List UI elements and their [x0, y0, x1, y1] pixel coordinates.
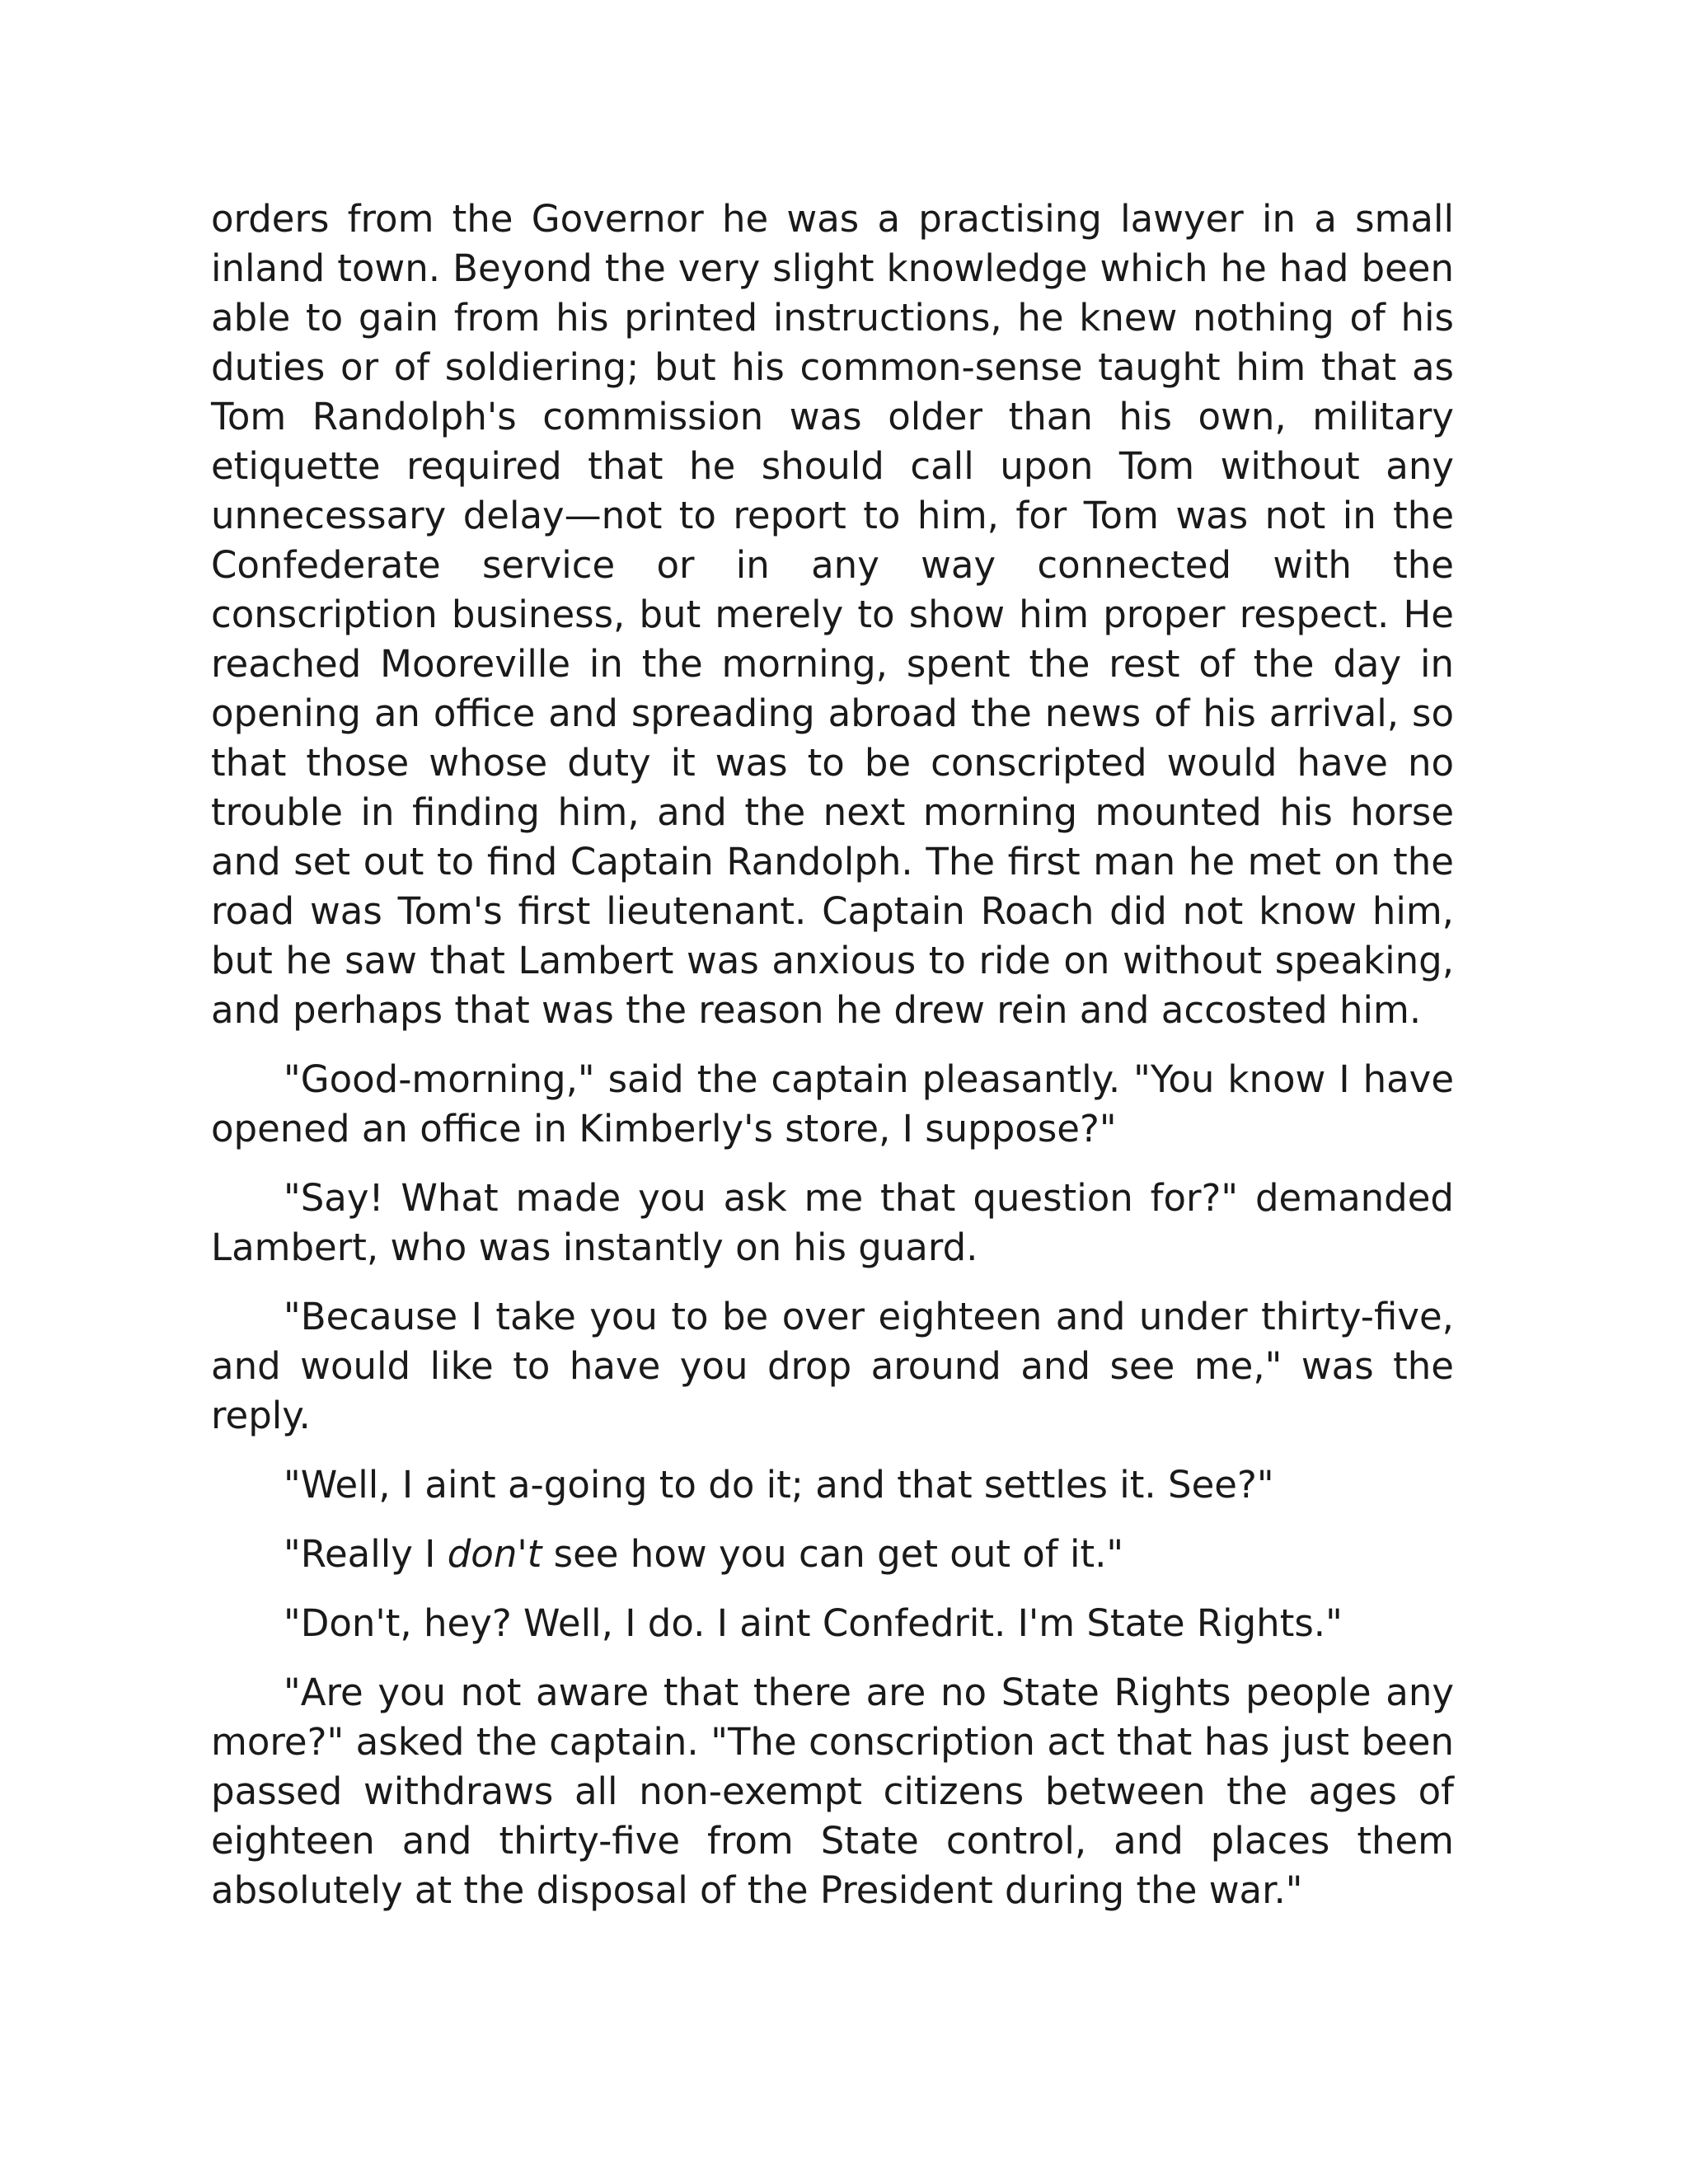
paragraph-7: "Don't, hey? Well, I do. I aint Confedrit. I'm State Rights."	[284, 1601, 1343, 1645]
paragraph-1: orders from the Governor he was a practising lawyer in a small inland town. Beyond the very slight knowledge which he had been able to gain from his printed instructions, he knew nothing of his duties or of soldiering; but his common-sense taught him that as Tom Randolph's commission was older than his own, military etiquette required that he should call upon Tom without any unnecessary delay—not to report to him, for Tom was not in the Confederate service or in any way connected with the conscription business, but merely to show him proper respect. He reached Mooreville in the morning, spent the rest of the day in opening an office and spreading abroad the news of his arrival, so that those whose duty it was to be conscripted would have no trouble in finding him, and the next morning mounted his horse and set out to find Captain Randolph. The first man he met on the road was Tom's first lieutenant. Captain Roach did not know him, but he saw that Lambert was anxious to ride on without speaking, and perhaps that was the reason he drew rein and accosted him.	[211, 197, 1454, 1032]
paragraph-6-after: see how you can get out of it."	[542, 1532, 1124, 1576]
paragraph-4: "Because I take you to be over eighteen and under thirty-five, and would like to have you drop around and see me," was the reply.	[211, 1295, 1454, 1437]
paragraph-3: "Say! What made you ask me that question for?" demanded Lambert, who was instantly on his guard.	[211, 1176, 1454, 1269]
paragraph-6-emphasis: don't	[447, 1532, 542, 1576]
paragraph-6-before: "Really I	[284, 1532, 448, 1576]
paragraph-2: "Good-morning," said the captain pleasantly. "You know I have opened an office in Kimberly's store, I suppose?"	[211, 1057, 1454, 1151]
paragraph-8: "Are you not aware that there are no State Rights people any more?" asked the captain. "The conscription act that has just been passed withdraws all non-exempt citizens between the ages of eighteen and thirty-five from State control, and places them absolutely at the disposal of the President during the war."	[211, 1671, 1454, 1912]
paragraph-5: "Well, I aint a-going to do it; and that settles it. See?"	[284, 1463, 1274, 1507]
document-page	[211, 194, 1454, 1935]
paragraph-6	[211, 1530, 1454, 1579]
